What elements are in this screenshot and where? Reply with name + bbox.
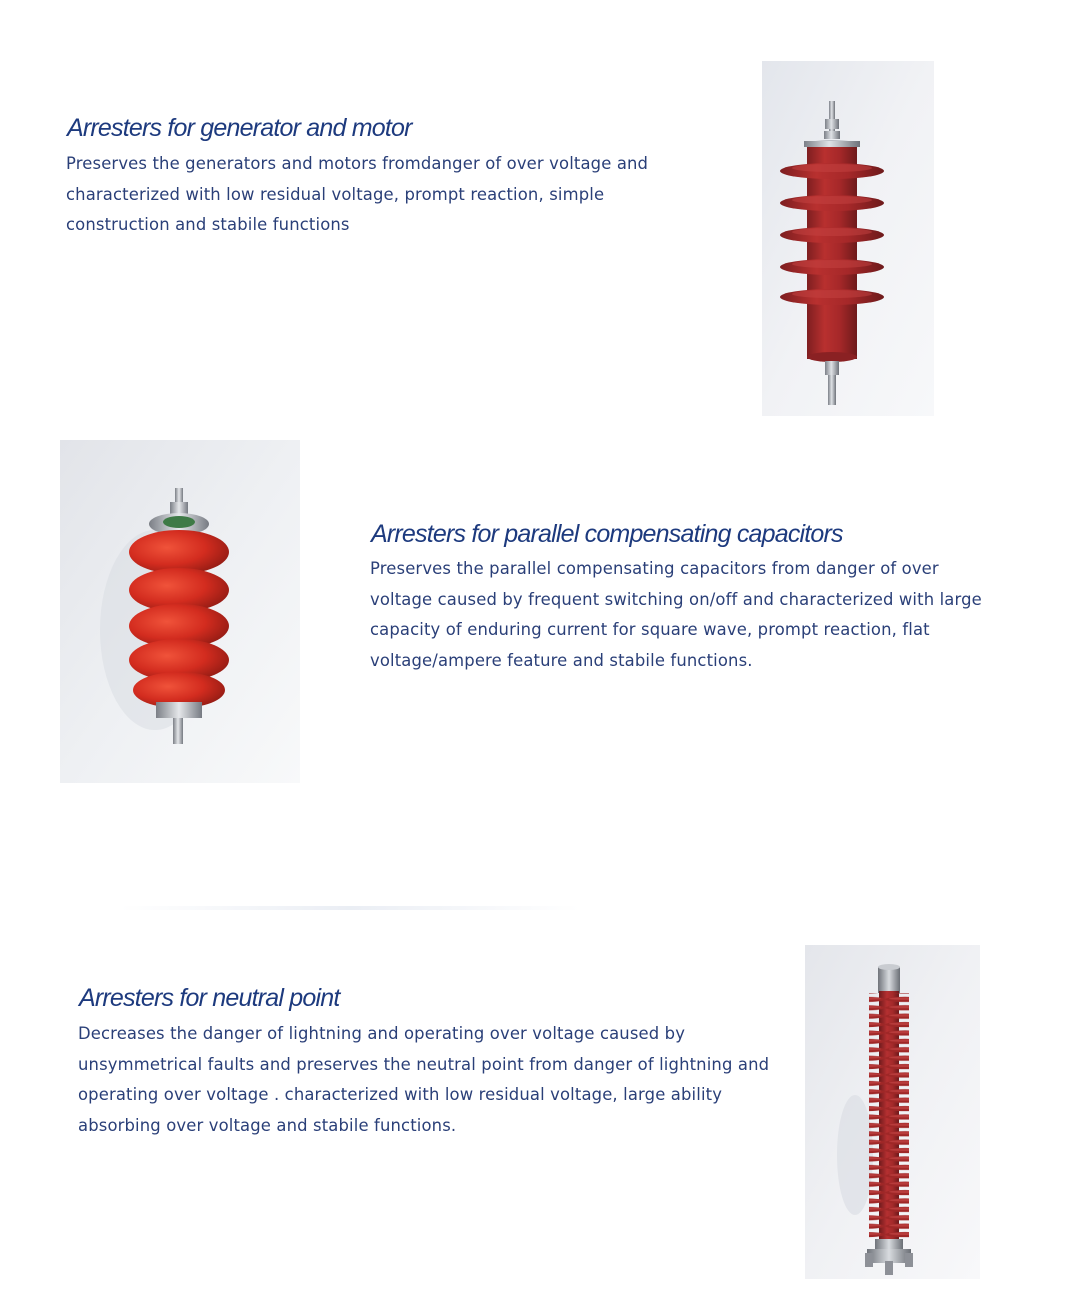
faint-divider [120, 906, 580, 910]
arrester-generator-motor-photo [762, 61, 934, 416]
arrester-capacitor-photo [60, 440, 300, 783]
section-description-generator-motor: Preserves the generators and motors fromdanger of over voltage and characterized with low residual voltage, prompt reaction, simple construction and stabile functions [66, 154, 649, 235]
section-title-generator-motor: Arresters for generator and motor [67, 114, 412, 142]
section-title-capacitors: Arresters for parallel compensating capacitors [371, 520, 843, 548]
section-title-neutral-point: Arresters for neutral point [79, 984, 340, 1012]
section-description-neutral-point: Decreases the danger of lightning and operating over voltage caused by unsymmetrical faults and preserves the neutral point from danger of lightning and operating over voltage . characterized with low residual voltage, large ability absorbing over voltage and stabile functions. [78, 1024, 770, 1135]
section-description-capacitors: Preserves the parallel compensating capacitors from danger of over voltage caused by frequent switching on/off and characterized with large capacity of enduring current for square wave, prompt reaction, flat voltage/ampere feature and stabile functions. [370, 559, 982, 670]
arrester-neutral-point-photo [805, 945, 980, 1279]
